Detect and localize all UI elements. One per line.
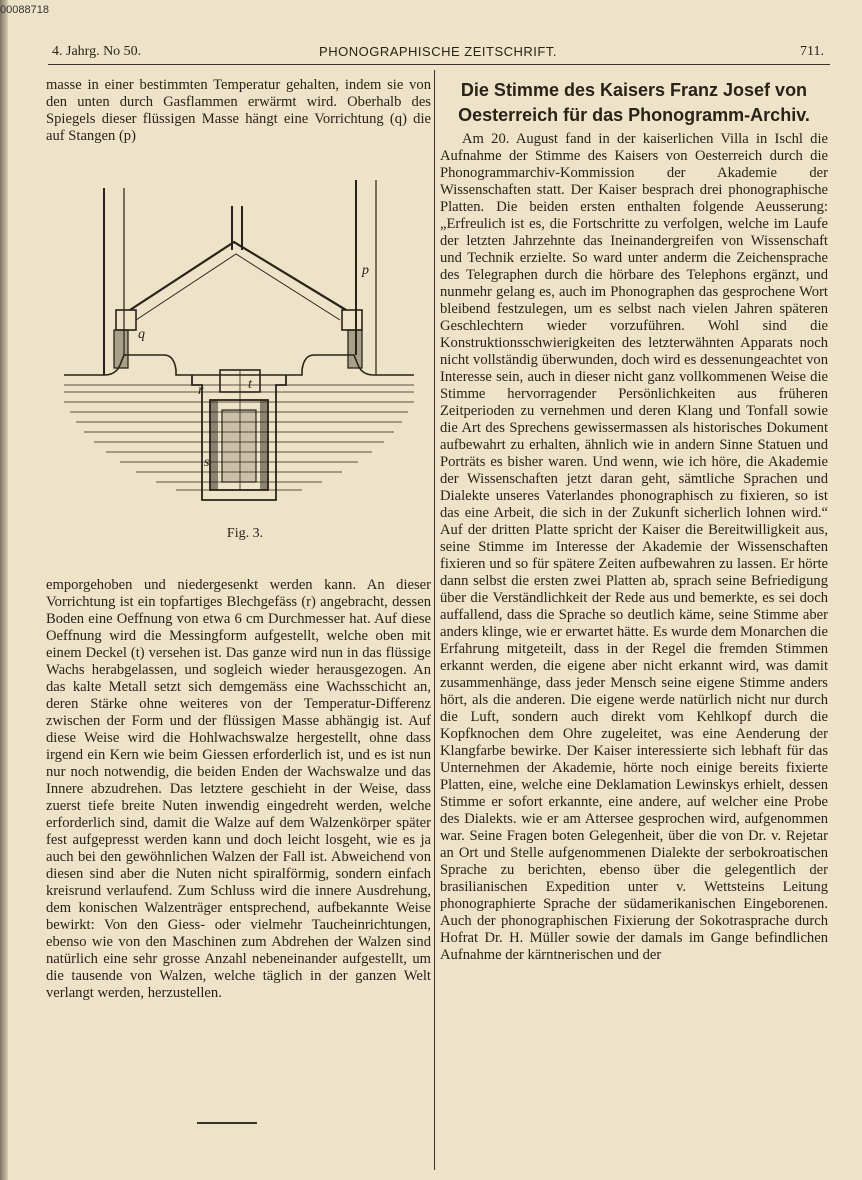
article-title-line-1: Die Stimme des Kaisers Franz Josef von [460,80,808,100]
page-header [52,44,824,62]
label-r: r [198,383,204,398]
paragraph: masse in einer bestimmten Temperatur gehalten, indem sie von den unten durch Gasflammen erwärmt wird. Oberhalb des Spiegels dieser flüssigen Masse hängt eine Vorrichtung (q) die auf Stangen (p) [46,77,431,144]
right-column-text [440,131,828,964]
article-end-rule [197,1122,257,1124]
column-divider [434,70,435,1170]
left-column-bottom-text [46,577,431,1002]
page-edge-shadow [0,0,8,1180]
header-rule [48,64,830,65]
page-number: 711. [800,44,824,59]
figure-3-apparatus-diagram [64,170,414,515]
label-t: t [248,377,252,392]
archive-stamp: 00088718 [0,4,49,16]
label-p: p [362,263,369,278]
left-column-top-text [46,77,431,145]
label-q: q [138,327,145,342]
article-title-line-2: Oesterreich für das Phonogramm-Archiv. [458,105,810,125]
paragraph: Am 20. August fand in der kaiserlichen Villa in Ischl die Aufnahme der Stimme des Kaisers von Oesterreich durch die Phonogrammarchiv-Kommission der Akademie der Wissenschaften statt. Der Kaiser besprach drei phonographische Platten. Die beiden ersten enthalten folgende Aeusserung: „Erfreulich ist es, die Fortschritte zu verfolgen, welche im Laufe der letzten Jahrzehnte das Ineinandergreifen von Wissenschaft und Technik erzielte. So ward unter anderm die Zeichensprache des Telegraphen durch die hörbare des Telephons ergänzt, und nunmehr gelang es, auch im Phonographen das gesprochene Wort bleibend festzulegen, um es selbst nach vielen Jahren späteren Geschlechtern wieder vorzuführen. Wohl sind die Konstruktionsschwierigkeiten des letzterwähnten Apparats noch nicht vollständig überwunden, doch wird es dessenungeachtet von Interesse sein, auch in dieser nicht ganz vollkommenen Weise die Stimme hervorragender Persönlichkeiten aus früheren Zeitperioden zu vernehmen und deren Klang und Tonfall sowie die Art des Sprechens gewissermassen als historisches Dokument aufbewahrt zu erhalten, ähnlich wie in andern Sinne Statuen und Porträts es bisher waren. Und wenn, wie ich höre, die Akademie der Wissenschaften jetzt daran geht, sämtliche Sprachen und Dialekte unseres Vaterlandes phonographisch zu fixieren, so ist das eine Arbeit, die sich in der Zukunft sicherlich lohnen wird.“ Auf der dritten Platte spricht der Kaiser die Bereitwilligkeit aus, seine Stimme im Interesse der Akademie der Wissenschaften fixieren und so für spätere Zeiten aufbewahren zu lassen. Er hörte dann selbst die ersten zwei Platten ab, sprach seine Befriedigung über die Verständlichkeit der Rede aus und bemerkte, es sei doch auffallend, dass die Sprache so deutlich käme, seine Stimme aber anders klinge, wie er erwartet hätte. Es wurde dem Monarchen die Erfahrung mitgeteilt, dass in der Regel die fremden Stimmen erkannt werden, die eigene aber nicht erkannt wird, was damit zusammenhänge, dass jeder Mensch seine eigene Stimme anders hört, als die anderen. Die eigene werde natürlich nicht nur durch die Luft, sondern auch direkt vom Kehlkopf durch die Kopfknochen dem Ohre zugeleitet, was eine Aenderung der Klangfarbe bewirke. Der Kaiser interessierte sich lebhaft für das Unternehmen der Akademie, hörte noch einige bereits fixierte Platten, eine, welche eine Deklamation Lewinskys erhielt, dessen Stimme er sofort erkannte, eine andere, auf welcher eine Probe des Dialekts. wie er am Attersee gesprochen wird, aufgenommen war. Seine Fragen boten Gelegenheit, über die von Dr. v. Rejetar an Ort und Stelle aufgenommenen Dialekte der serbokroatischen Sprache zu berichten, ebenso über die gelegentlich der brasilianischen Expedition unter v. Wettsteins Leitung phonographierte Sprache der südamerikanischen Eingeborenen. Auch der phonographischen Fixierung der Sokotrasprache durch Hofrat Dr. H. Müller sowie der damals im Gange befindlichen Aufnahme der kärntnerischen und der [440,131,828,963]
figure-caption: Fig. 3. [226,526,264,541]
label-s: s [204,455,210,470]
issue-number: 4. Jahrg. No 50. [52,44,142,59]
article-title [440,78,828,128]
journal-title: PHONOGRAPHISCHE ZEITSCHRIFT. [319,44,557,59]
paragraph: emporgehoben und niedergesenkt werden kann. An dieser Vorrichtung ist ein topfartiges Blechgefäss (r) angebracht, dessen Boden eine Oeffnung von etwa 6 cm Durchmesser hat. Auf diese Oeffnung wird die Messingform aufgestellt, welche oben mit einem Deckel (t) versehen ist. Das ganze wird nun in das flüssige Wachs herabgelassen, und sogleich wieder herausgezogen. An das kalte Metall setzt sich demgemäss eine Wachsschicht an, deren Stärke ohne weiteres von der Temperatur-Differenz zwischen der Form und der flüssigen Masse abhängig ist. Auf diese Weise wird die Hohlwachswalze hergestellt, ohne dass irgend ein Kern wie beim Giessen erforderlich ist, und es ist nun nur noch notwendig, die beiden Enden der Wachswalze und das Innere abzudrehen. Das letztere geschieht in der Weise, dass zuerst tiefe breite Nuten inwendig eingedreht werden, welche erforderlich sind, damit die Walze auf dem Walzenkörper später fest aufgepresst werden kann und doch leicht losgeht, wie es ja auch bei den gewöhnlichen Walzen der Fall ist. Abweichend von diesen sind aber die Nuten nicht spiralförmig, sondern einfach kreisrund verlaufend. Zum Schluss wird die innere Ausdrehung, dem konischen Walzenträger entsprechend, aufbekannte Weise bewirkt: Von den Giess- oder vielmehr Taucheinrichtungen, ebenso wie von den Maschinen zum Abdrehen der Walzen sind natürlich eine sehr grosse Anzahl nebeneinander aufgestellt, um die tausende von Walzen, welche täglich in der ganzen Welt verlangt werden, herzustellen. [46,577,431,1001]
